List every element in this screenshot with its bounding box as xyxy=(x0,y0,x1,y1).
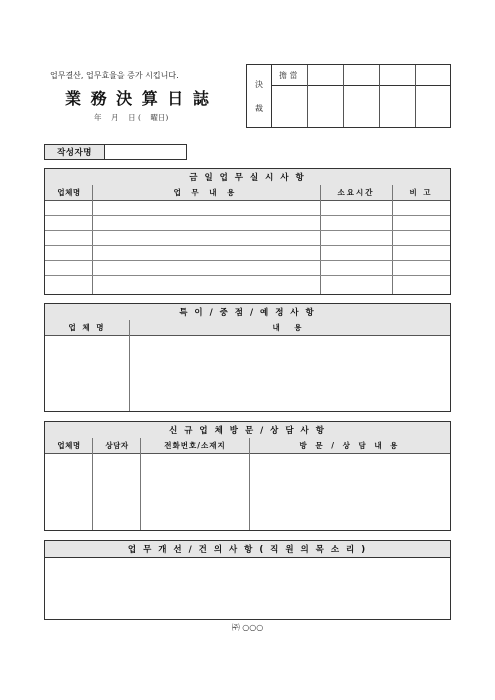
special-notes-col-content: 내 용 xyxy=(272,323,308,332)
document-title: 業 務 決 算 日 誌 xyxy=(65,89,211,108)
today-work-col-content: 업 무 내 용 xyxy=(173,188,239,197)
writer-input[interactable] xyxy=(104,144,187,160)
table-row[interactable] xyxy=(45,215,450,231)
new-visits-body[interactable] xyxy=(45,453,450,530)
new-visits-col-company: 업체명 xyxy=(57,441,81,450)
suggestions-body[interactable] xyxy=(45,557,450,619)
section-new-visits xyxy=(44,421,451,531)
new-visits-col-counselor: 상담자 xyxy=(105,441,129,450)
today-work-col-time: 소요시간 xyxy=(337,188,375,197)
header-subtitle: 업무결산, 업무효율을 증가 시킵니다. xyxy=(50,71,179,80)
writer-label-text: 작성자명 xyxy=(57,148,92,158)
approval-label-bottom: 裁 xyxy=(255,104,263,113)
approval-cell-divider xyxy=(343,65,344,127)
approval-label-col xyxy=(247,65,272,127)
today-work-col-note: 비 고 xyxy=(409,188,433,197)
section-today-work-title: 금 일 업 무 실 시 사 항 xyxy=(45,169,450,186)
table-row[interactable] xyxy=(45,260,450,276)
approval-first-col-label: 擔 當 xyxy=(279,71,298,80)
writer-label xyxy=(44,144,105,160)
approval-box xyxy=(246,64,451,128)
new-visits-col-content: 방 문 / 상 담 내 용 xyxy=(299,441,401,450)
table-row[interactable] xyxy=(45,230,450,246)
table-row[interactable] xyxy=(45,275,450,294)
approval-cell-divider xyxy=(415,65,416,127)
table-row[interactable] xyxy=(45,200,450,216)
section-special-notes xyxy=(44,303,451,412)
special-notes-body[interactable] xyxy=(45,335,450,411)
approval-divider-h xyxy=(271,85,451,86)
new-visits-col-phone: 전화번호/소재지 xyxy=(164,441,226,450)
date-line: 年 月 日 ( 曜日) xyxy=(94,113,169,122)
special-notes-col-company: 업 체 명 xyxy=(68,323,106,332)
today-work-col-company: 업체명 xyxy=(57,188,81,197)
section-new-visits-title: 신 규 업 체 방 문 / 상 담 사 항 xyxy=(45,422,450,439)
footer-company: ㈜ ○○○ xyxy=(231,623,264,632)
section-today-work xyxy=(44,168,451,295)
table-row[interactable] xyxy=(45,245,450,261)
approval-cell-divider xyxy=(379,65,380,127)
approval-cell-divider xyxy=(307,65,308,127)
section-special-notes-title: 특 이 / 중 점 / 예 정 사 항 xyxy=(45,304,450,321)
approval-label-top: 決 xyxy=(255,80,263,89)
section-suggestions xyxy=(44,540,451,620)
section-suggestions-title: 업 무 개 선 / 건 의 사 항 ( 직 원 의 목 소 리 ) xyxy=(45,541,450,558)
